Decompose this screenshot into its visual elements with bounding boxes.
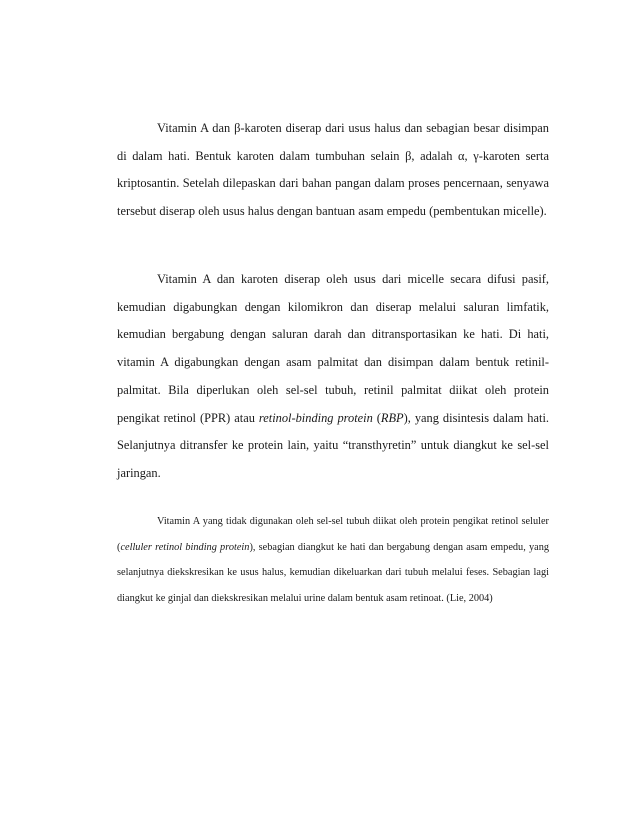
paragraph-text: Vitamin A dan karoten diserap oleh usus dari micelle secara difusi pasif, kemudian digabungkan dengan kilomikron dan diserap melalui saluran limfatik, kemudian bergabung dengan saluran darah dan ditransportasikan ke hati. Di hati, vitamin A digabungkan dengan asam palmitat dan disimpan dalam bentuk retinil-palmitat. Bila diperlukan oleh sel-sel tubuh, retinil palmitat diikat oleh protein pengikat retinol (PPR) atau <box>117 272 549 425</box>
italic-term: retinol-binding protein <box>258 410 373 425</box>
paragraph-text: Vitamin A dan β-karoten diserap dari usus halus dan sebagian besar disimpan di dalam hati. Bentuk karoten dalam tumbuhan selain β, adalah α, γ-karoten serta kriptosantin. Setelah dilepaskan dari bahan pangan dalam proses pencernaan, senyawa tersebut diserap oleh usus halus dengan bantuan asam empedu (pembentukan micelle). <box>117 121 549 219</box>
paragraph-text: Vitamin A yang tidak digunakan oleh sel-sel tubuh diikat oleh protein pengikat retinol seluler ( <box>117 516 549 553</box>
paragraph-vitamin-a-absorption <box>117 115 549 226</box>
paragraph-text: ), yang disintesis dalam hati. Selanjutnya ditransfer ke protein lain, yaitu “transthyretin” untuk diangkut ke sel-sel jaringan. <box>117 410 549 480</box>
paragraph-vitamin-a-transport <box>117 266 549 488</box>
paragraph-text: ), sebagian diangkut ke hati dan bergabung dengan asam empedu, yang selanjutnya diekskresikan ke usus halus, kemudian dikeluarkan dari tubuh melalui feses. Sebagian lagi diangkut ke ginjal dan diekskresikan melalui urine dalam bentuk asam retinoat. (Lie, 2004) <box>117 541 549 604</box>
paragraph-vitamin-a-excretion <box>117 509 549 611</box>
paragraph-text: ( <box>372 410 381 425</box>
italic-term: celluler retinol binding protein <box>120 541 250 553</box>
italic-abbreviation: RBP <box>380 410 404 425</box>
